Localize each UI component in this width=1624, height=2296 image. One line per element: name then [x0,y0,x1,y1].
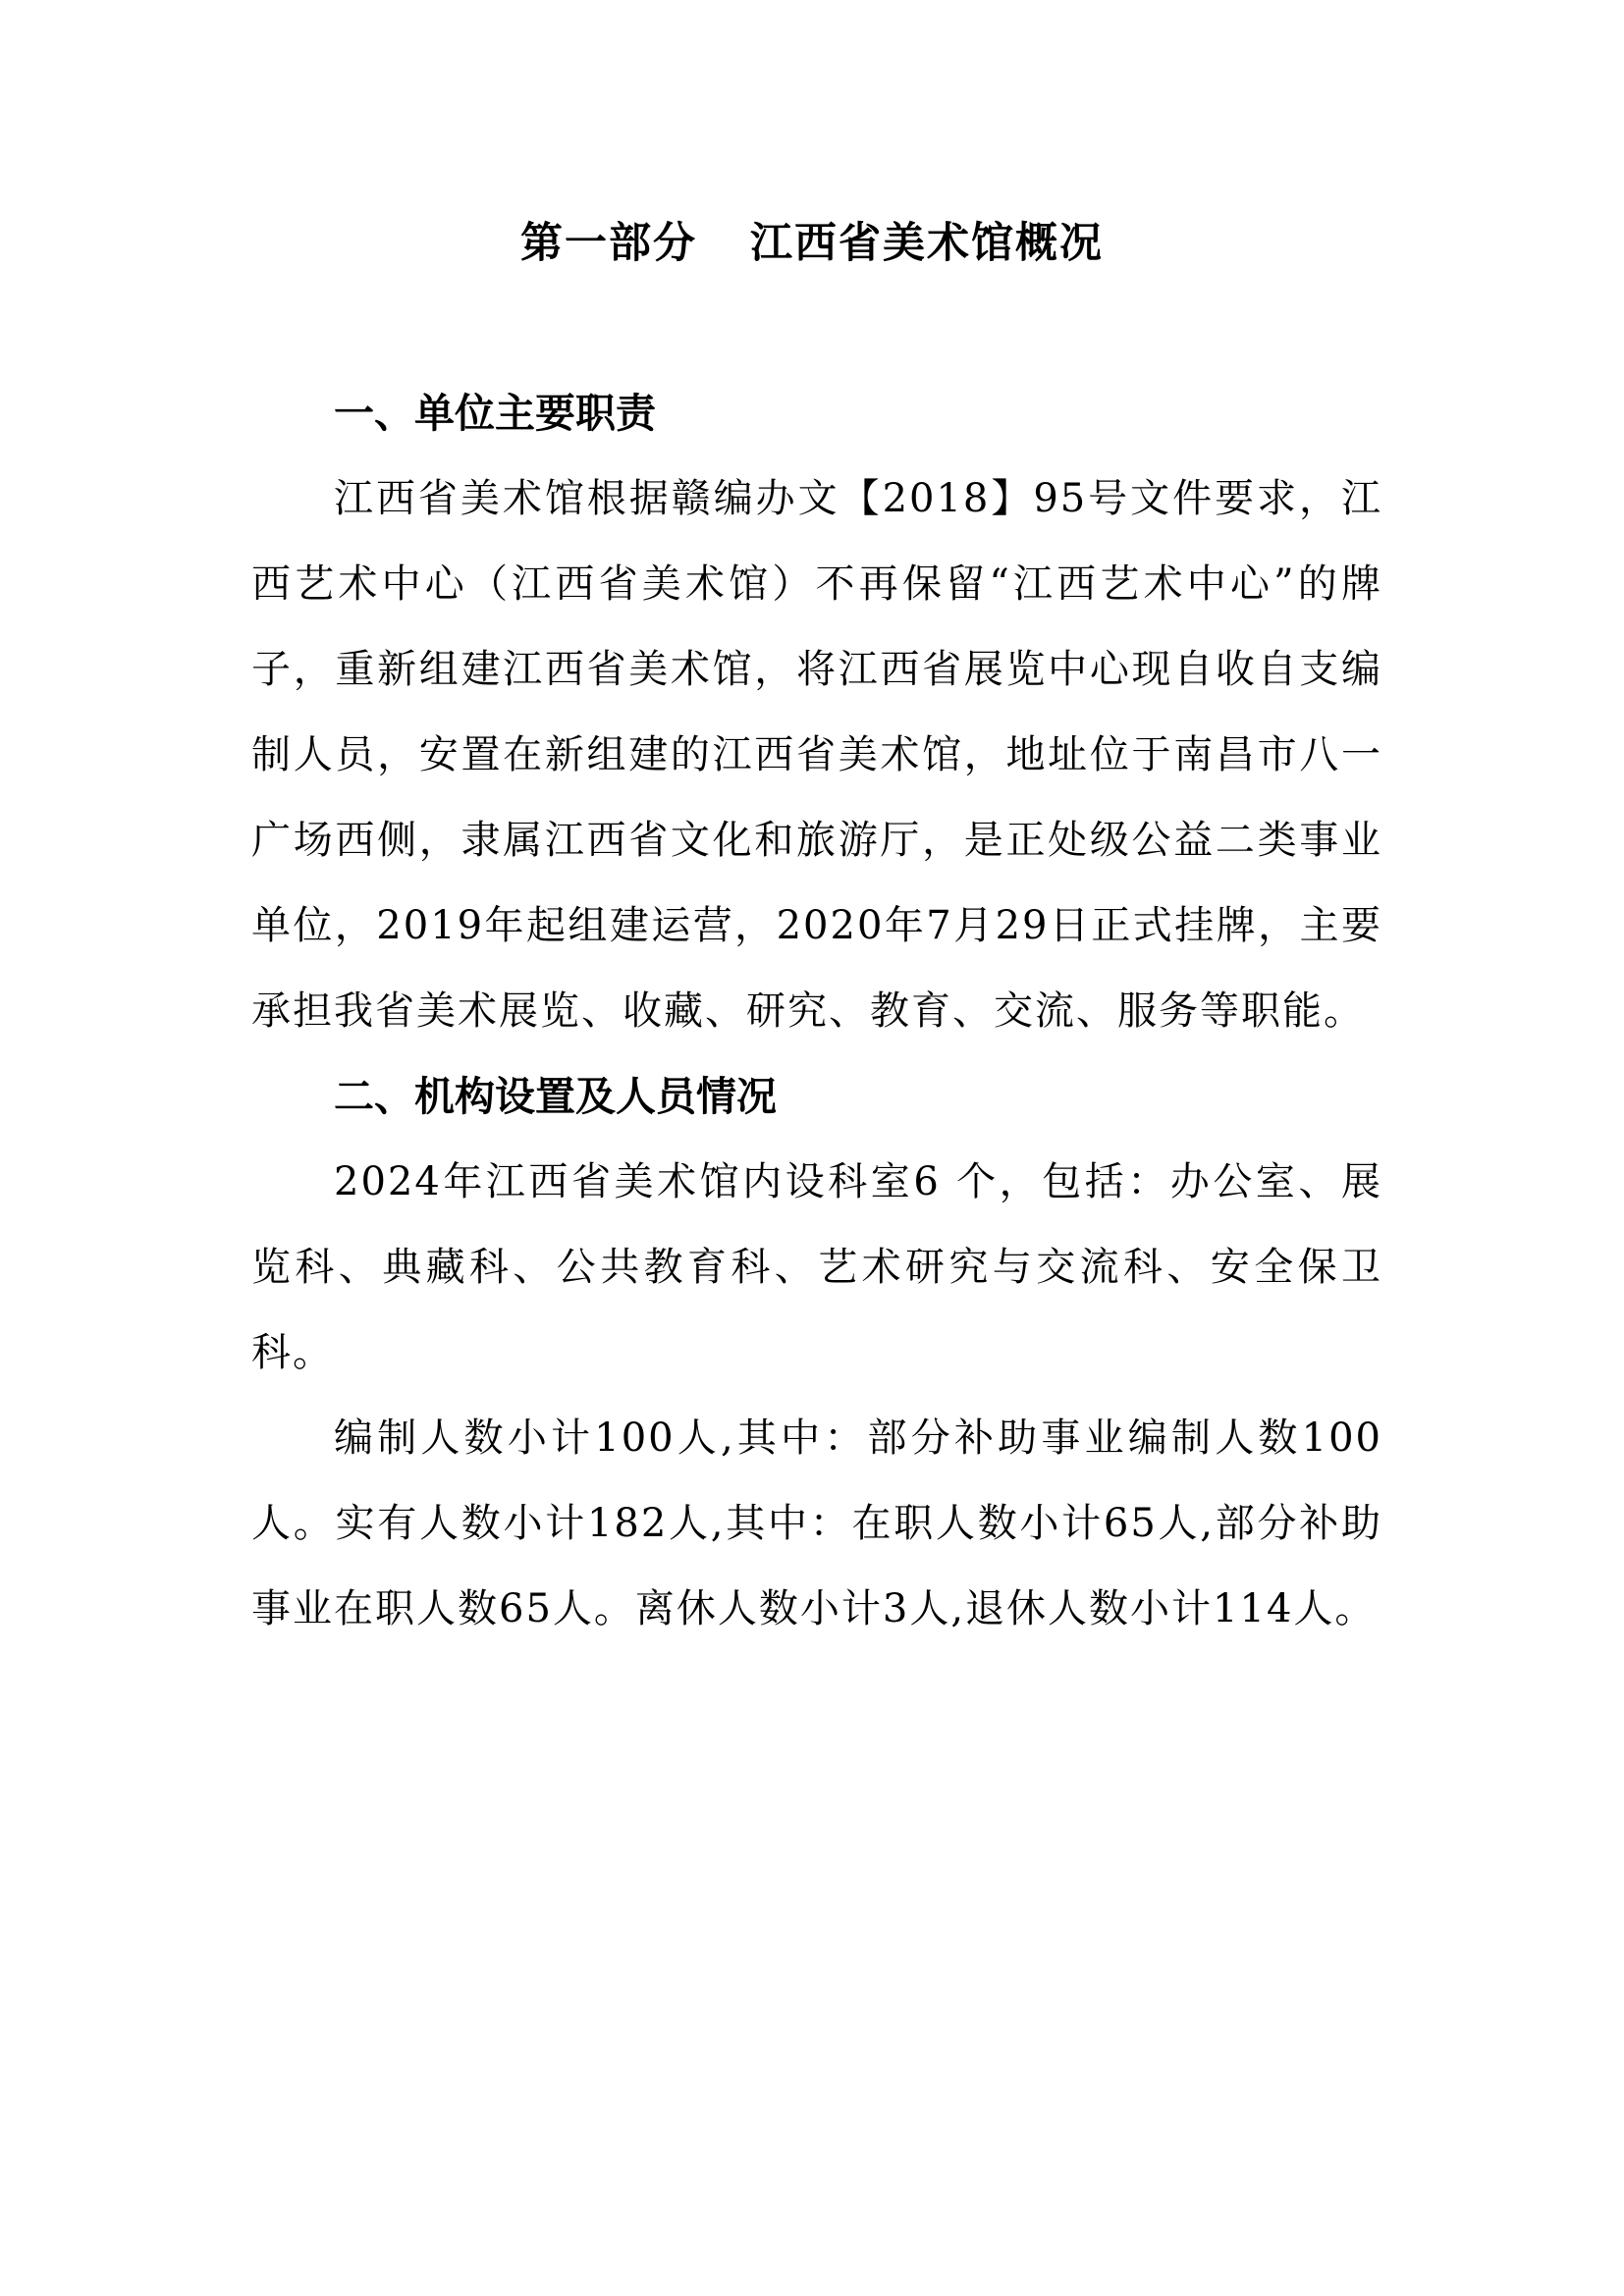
document-body [251,371,1382,1652]
section-heading-duties: 一、单位主要职责 [334,390,656,437]
section-heading-organization: 二、机构设置及人员情况 [334,1073,777,1120]
paragraph-staffing: 编制人数小计100人,其中：部分补助事业编制人数100人。实有人数小计182人,其中：在职人数小计65人,部分补助事业在职人数65人。离休人数小计3人,退休人数小计114人。 [251,1415,1382,1631]
paragraph-departments: 2024年江西省美术馆内设科室6 个，包括：办公室、展览科、典藏科、公共教育科、艺术研究与交流科、安全保卫科。 [251,1159,1382,1375]
paragraph-duties: 江西省美术馆根据赣编办文【2018】95号文件要求，江西艺术中心（江西省美术馆）不再保留“江西艺术中心”的牌子，重新组建江西省美术馆，将江西省展览中心现自收自支编制人员，安置在新组建的江西省美术馆，地址位于南昌市八一广场西侧，隶属江西省文化和旅游厅，是正处级公益二类事业单位，2019年起组建运营，2020年7月29日正式挂牌，主要承担我省美术展览、收藏、研究、教育、交流、服务等职能。 [251,476,1382,1034]
title-name-label: 江西省美术馆概况 [750,219,1104,268]
document-title [0,214,1624,273]
title-part-label: 第一部分 [520,219,697,268]
